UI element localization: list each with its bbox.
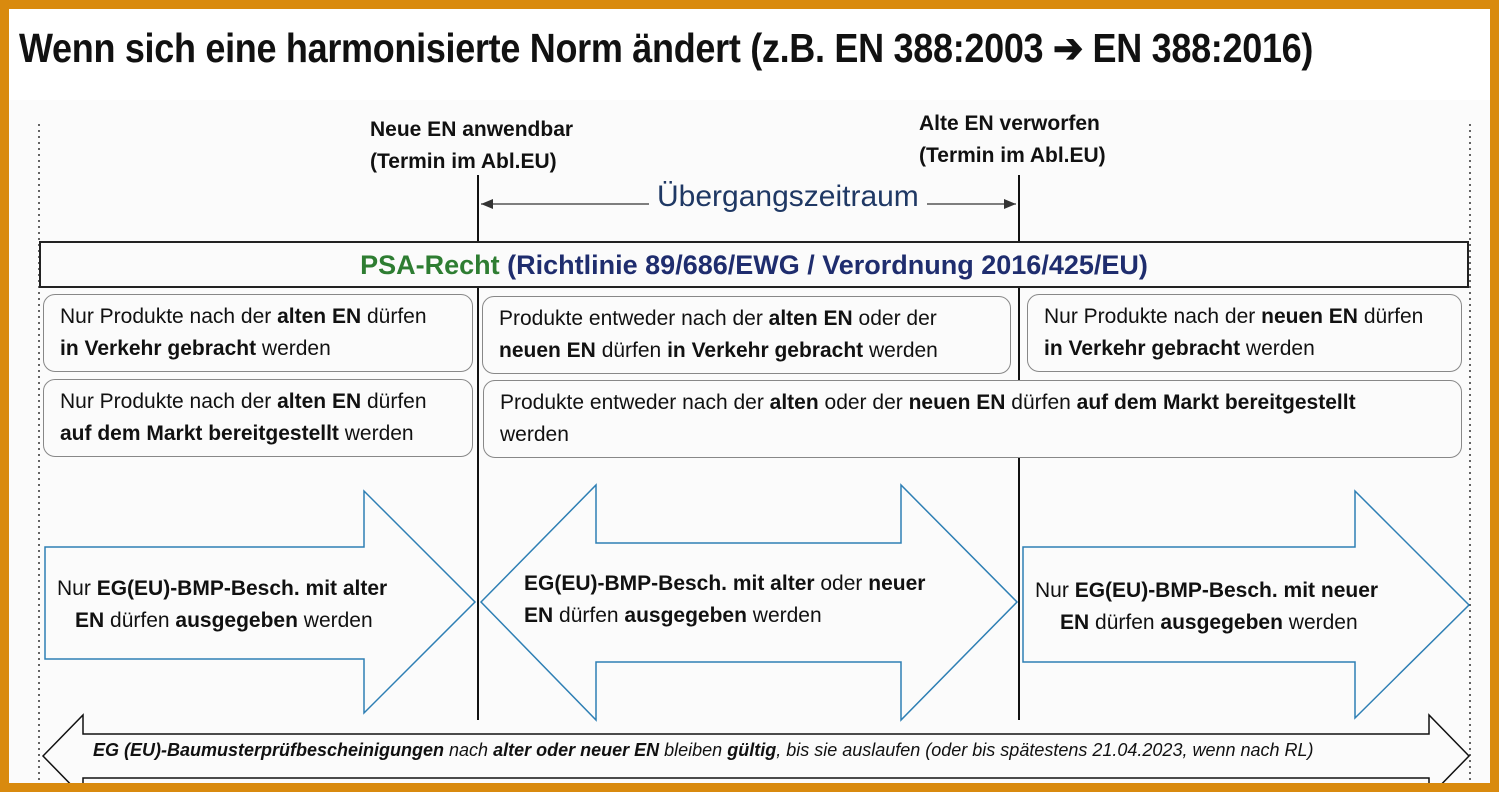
bottom-validity-text: EG (EU)-Baumusterprüfbescheinigungen nach alter oder neuer EN bleiben gültig, bis sie auslaufen (oder bis spätestens 21.04.2023, wenn nach RL) [93,740,1314,760]
box-old-en-placing-on-market: Nur Produkte nach der alten EN dürfen in Verkehr gebracht werden [43,294,473,372]
middle-arrow-text: EG(EU)-BMP-Besch. mit alter oder neuer EN dürfen ausgegeben werden [524,572,926,627]
box-either-en-making-available: Produkte entweder nach der alten oder der neuen EN dürfen auf dem Markt bereitgestellt werden [483,380,1462,458]
psa-law-green: PSA-Recht [360,250,500,280]
psa-law-bar [39,241,1469,288]
box-old-en-making-available: Nur Produkte nach der alten EN dürfen auf dem Markt bereitgestellt werden [43,379,473,457]
transition-period-label: Übergangszeitraum [649,180,927,214]
old-en-label: Alte EN verworfen (Termin im Abl.EU) [919,112,1106,167]
page-title: Wenn sich eine harmonisierte Norm ändert (z.B. EN 388:2003 ➔ EN 388:2016) [19,25,1314,71]
transition-arrow-head-left [481,199,493,209]
right-arrow-text: Nur EG(EU)-BMP-Besch. mit neuer EN dürfen ausgegeben werden [1035,579,1379,634]
box-new-en-placing-on-market: Nur Produkte nach der neuen EN dürfen in Verkehr gebracht werden [1027,294,1462,372]
slide-frame [9,9,1490,783]
box-either-en-placing-on-market: Produkte entweder nach der alten EN oder der neuen EN dürfen in Verkehr gebracht werden [482,296,1011,374]
new-en-label: Neue EN anwendbar (Termin im Abl.EU) [370,118,574,173]
transition-arrow-head-right [1004,199,1016,209]
left-arrow-text: Nur EG(EU)-BMP-Besch. mit alter EN dürfen ausgegeben werden [57,577,388,632]
psa-law-blue: (Richtlinie 89/686/EWG / Verordnung 2016/425/EU) [507,250,1148,280]
diagram-canvas [9,100,1490,783]
